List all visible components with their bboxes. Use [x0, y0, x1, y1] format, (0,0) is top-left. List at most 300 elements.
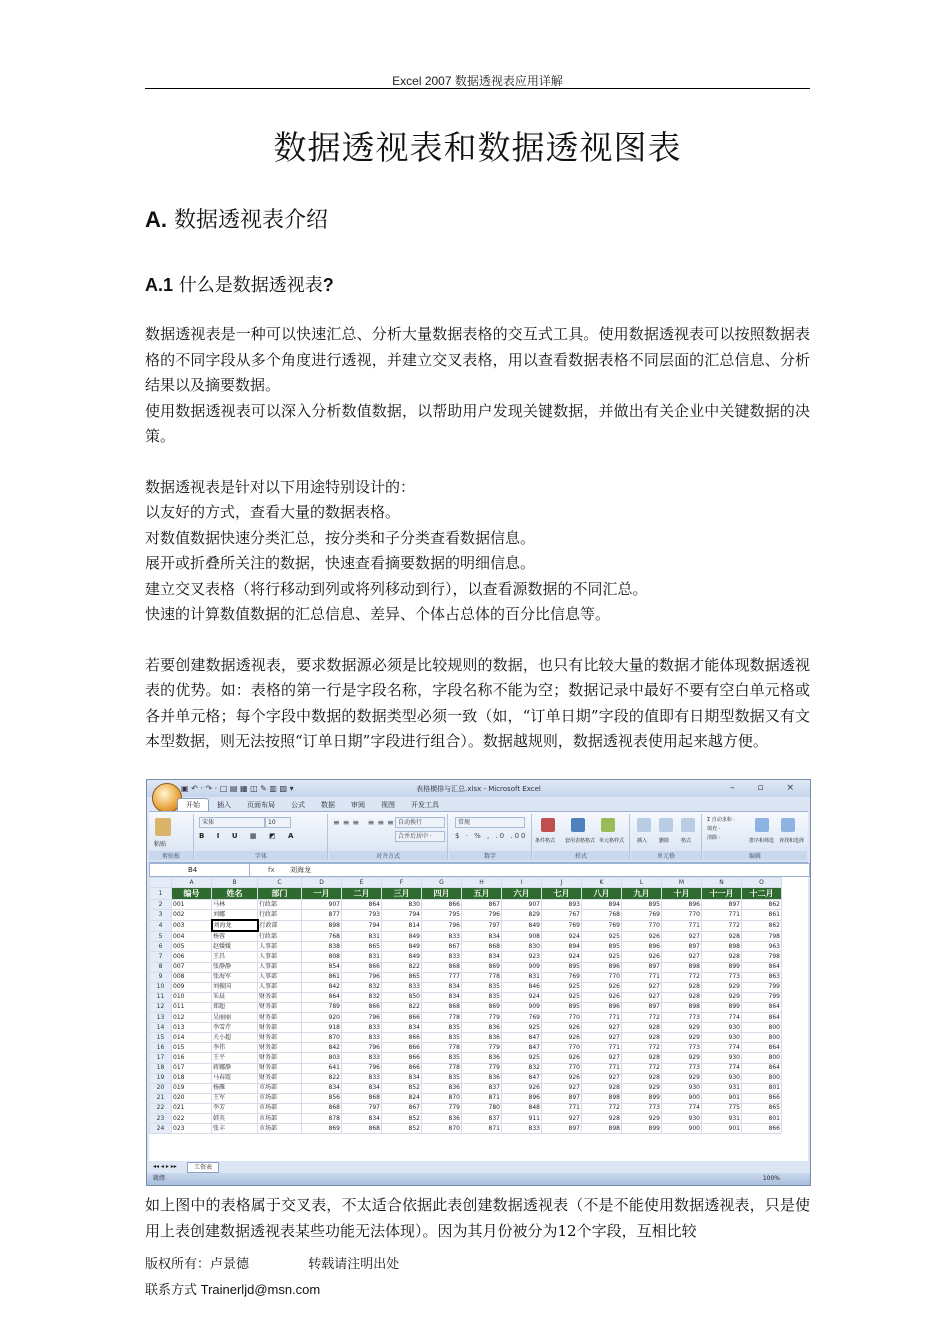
header-cell: 部门: [258, 888, 302, 900]
table-cell: 财务部: [258, 1013, 302, 1023]
row-number: 5: [150, 931, 172, 942]
row-number: 7: [150, 952, 172, 962]
table-row: [150, 1033, 782, 1043]
table-cell: 王军: [212, 1093, 258, 1103]
table-cell: 郑超: [212, 1002, 258, 1012]
status-text: 就绪: [153, 1175, 166, 1182]
table-cell: 898: [302, 920, 342, 931]
row-number: 4: [150, 920, 172, 931]
table-cell: 641: [302, 1063, 342, 1073]
autosum-button: Σ 自动求和 ·: [707, 817, 735, 823]
table-cell: 847: [502, 1073, 542, 1083]
table-cell: 856: [302, 1093, 342, 1103]
table-cell: 927: [622, 992, 662, 1002]
cell-style-label: 单元格样式: [599, 838, 625, 844]
footer-copyright: 版权所有：卢景德: [145, 1256, 250, 1271]
table-cell: 794: [342, 920, 382, 931]
tab-insert: 插入: [217, 801, 231, 809]
table-row: [150, 1063, 782, 1073]
table-cell: 926: [542, 1053, 582, 1063]
table-cell: 836: [422, 1113, 462, 1123]
table-cell: 899: [702, 1002, 742, 1012]
table-cell: 关小超: [212, 1033, 258, 1043]
table-cell: 833: [342, 1033, 382, 1043]
table-cell: 895: [582, 942, 622, 952]
table-cell: 财务部: [258, 1053, 302, 1063]
table-cell: 771: [582, 1063, 622, 1073]
table-cell: 793: [342, 910, 382, 921]
table-row: [150, 952, 782, 962]
wrap-text-button: 自动换行: [395, 817, 445, 828]
column-letter: I: [502, 878, 542, 888]
list-item: 建立交叉表格（将行移动到列或将列移动到行），以查看源数据的不同汇总。: [145, 579, 648, 598]
number-format-box: 常规: [455, 817, 525, 828]
subsection-text: 什么是数据透视表: [178, 275, 323, 296]
table-cell: 862: [742, 900, 782, 910]
table-cell: 897: [542, 1124, 582, 1134]
list-item: 以友好的方式，查看大量的数据表格。: [145, 503, 401, 521]
paragraph-4: 若要创建数据透视表，要求数据源必须是比较规则的数据，也只有比较大量的数据才能体现数据透视表的优势。如：表格的第一行是字段名称，字段名称不能为空；数据记录中最好不要有空白单元格或各并单元格；每个字段中数据的数据类型必须一致（如，“订单日期”字段的值即有日期型数据又有文本型数据，则无法按照“订单日期”字段进行组合）。数据越规则，数据透视表使用起来越方便。: [145, 655, 810, 750]
table-cell: 854: [302, 962, 342, 972]
table-cell: 835: [462, 992, 502, 1002]
row-number: 12: [150, 1002, 172, 1012]
table-cell: 865: [382, 972, 422, 982]
table-cell: 866: [382, 1043, 422, 1053]
table-cell: 800: [742, 1053, 782, 1063]
table-cell: 行政部: [258, 931, 302, 942]
table-cell: 930: [702, 1023, 742, 1033]
table-cell: 862: [742, 920, 782, 931]
ribbon: [149, 811, 808, 863]
table-cell: 财务部: [258, 1023, 302, 1033]
table-cell: 马林: [212, 900, 258, 910]
table-cell: 蒋娜静: [212, 1063, 258, 1073]
table-cell: 930: [662, 1083, 702, 1093]
align-icons: ≡≡≡ ≡≡≡: [333, 818, 397, 827]
row-number: 24: [150, 1124, 172, 1134]
table-cell: 人事部: [258, 972, 302, 982]
column-letter: [150, 878, 172, 888]
fx-icon: fx: [268, 866, 275, 874]
table-cell: 777: [422, 972, 462, 982]
table-cell: 朱晨: [212, 992, 258, 1002]
font-name-box: 宋体: [199, 817, 265, 828]
table-cell: 896: [582, 962, 622, 972]
table-cell: 772: [582, 1103, 622, 1113]
paste-icon: [155, 818, 171, 836]
header-cell: 六月: [502, 888, 542, 900]
table-cell: 868: [422, 962, 462, 972]
table-cell: 杨蓉: [212, 931, 258, 942]
formula-value: 刘海龙: [290, 866, 311, 874]
sheet-tab: 工资表: [187, 1162, 219, 1173]
row-number: 15: [150, 1033, 172, 1043]
table-cell: 900: [662, 1124, 702, 1134]
table-cell: 897: [702, 900, 742, 910]
table-cell: 财务部: [258, 1043, 302, 1053]
table-cell: 926: [582, 982, 622, 992]
header-cell: 一月: [302, 888, 342, 900]
table-cell: 市场部: [258, 1083, 302, 1093]
table-cell: 796: [342, 1063, 382, 1073]
status-bar: [147, 1173, 810, 1185]
table-cell: 927: [582, 1053, 622, 1063]
table-row: [150, 1002, 782, 1012]
table-cell: 829: [502, 910, 542, 921]
table-row: [150, 1013, 782, 1023]
table-cell: 929: [702, 992, 742, 1002]
table-cell: 869: [462, 1002, 502, 1012]
header-cell: 编号: [172, 888, 212, 900]
spreadsheet-table: [149, 877, 782, 1134]
table-cell: 834: [462, 952, 502, 962]
table-cell: 918: [302, 1023, 342, 1033]
table-cell: 市场部: [258, 1093, 302, 1103]
table-cell: 张静静: [212, 962, 258, 972]
header-cell: 八月: [582, 888, 622, 900]
table-cell: 808: [302, 952, 342, 962]
table-cell: 王昌: [212, 952, 258, 962]
table-cell: 928: [622, 1073, 662, 1083]
footer-contact: 联系方式 Trainerljd@msn.com: [145, 1282, 321, 1297]
section-heading: [145, 203, 328, 234]
table-cell: 013: [172, 1023, 212, 1033]
table-cell: 931: [702, 1113, 742, 1123]
find-select-icon: [781, 818, 795, 832]
table-cell: 866: [742, 1124, 782, 1134]
cond-format-label: 条件格式: [535, 838, 556, 844]
table-cell: 789: [302, 1002, 342, 1012]
table-cell: 835: [422, 1033, 462, 1043]
table-cell: 929: [702, 982, 742, 992]
table-cell: 774: [702, 1013, 742, 1023]
table-cell: 867: [422, 942, 462, 952]
table-cell: 929: [662, 1023, 702, 1033]
worksheet-grid: [149, 877, 808, 1161]
row-number: 21: [150, 1093, 172, 1103]
table-cell: 869: [462, 962, 502, 972]
table-cell: 895: [622, 900, 662, 910]
row-number: 14: [150, 1023, 172, 1033]
row-number: 20: [150, 1083, 172, 1093]
table-cell: 866: [342, 1002, 382, 1012]
sort-filter-icon: [755, 818, 769, 832]
table-cell: 894: [542, 942, 582, 952]
fill-button: 填充 ·: [707, 826, 721, 832]
row-number: 19: [150, 1073, 172, 1083]
table-cell: 822: [382, 962, 422, 972]
table-cell: 837: [462, 1083, 502, 1093]
table-cell: 909: [502, 962, 542, 972]
table-cell: 898: [582, 1124, 622, 1134]
table-cell: 927: [662, 952, 702, 962]
table-cell: 925: [542, 992, 582, 1002]
table-cell: 868: [302, 1103, 342, 1113]
table-cell: 770: [542, 1043, 582, 1053]
table-cell: 897: [622, 1002, 662, 1012]
table-row: [150, 942, 782, 952]
table-cell: 780: [462, 1103, 502, 1113]
table-cell: 772: [702, 920, 742, 931]
row-number: 10: [150, 982, 172, 992]
table-cell: 778: [422, 1043, 462, 1053]
table-cell: 928: [622, 1033, 662, 1043]
table-cell: 771: [702, 910, 742, 921]
table-cell: 770: [662, 910, 702, 921]
table-row: [150, 1023, 782, 1033]
table-row: [150, 1124, 782, 1134]
table-row: [150, 972, 782, 982]
table-cell: 926: [502, 1083, 542, 1093]
find-select-label: 查找和选择: [779, 838, 805, 844]
table-cell: 849: [382, 952, 422, 962]
window-controls: – ▫ ×: [730, 783, 804, 793]
table-cell: 773: [702, 972, 742, 982]
table-cell: 801: [742, 1083, 782, 1093]
table-cell: 824: [382, 1093, 422, 1103]
conditional-format-icon: [541, 818, 555, 832]
group-label: 对齐方式: [329, 851, 447, 860]
table-cell: 769: [542, 920, 582, 931]
table-cell: 836: [462, 1053, 502, 1063]
table-row: [150, 910, 782, 921]
table-cell: 838: [302, 942, 342, 952]
table-cell: 795: [422, 910, 462, 921]
table-cell: 772: [622, 1013, 662, 1023]
table-cell: 017: [172, 1063, 212, 1073]
table-cell: 773: [662, 1043, 702, 1053]
table-cell: 798: [742, 931, 782, 942]
table-cell: 911: [502, 1113, 542, 1123]
section-text: 数据透视表介绍: [174, 208, 329, 233]
row-number: 6: [150, 942, 172, 952]
header-cell: 九月: [622, 888, 662, 900]
header-cell: 四月: [422, 888, 462, 900]
table-cell: 836: [422, 1083, 462, 1093]
table-cell: 023: [172, 1124, 212, 1134]
table-cell: 人事部: [258, 962, 302, 972]
table-cell: 800: [742, 1073, 782, 1083]
table-cell: 928: [582, 1083, 622, 1093]
table-cell: 896: [582, 1002, 622, 1012]
table-cell: 007: [172, 962, 212, 972]
table-cell: 833: [382, 982, 422, 992]
table-cell: 767: [542, 910, 582, 921]
group-cells: [631, 814, 702, 860]
table-cell: 924: [542, 952, 582, 962]
table-cell: 831: [502, 972, 542, 982]
table-cell: 847: [502, 1033, 542, 1043]
table-cell: 779: [462, 1043, 502, 1053]
list-item: 对数值数据快速分类汇总，按分类和子分类查看数据信息。: [145, 528, 536, 547]
group-font: [195, 814, 328, 860]
table-cell: 842: [302, 982, 342, 992]
table-cell: 925: [582, 931, 622, 942]
table-format-icon: [571, 818, 585, 832]
table-cell: 刘振国: [212, 982, 258, 992]
table-cell: 王平: [212, 1053, 258, 1063]
table-cell: 849: [382, 942, 422, 952]
table-cell: 871: [462, 1093, 502, 1103]
column-letter: G: [422, 878, 462, 888]
table-cell: 财务部: [258, 1002, 302, 1012]
table-row: [150, 982, 782, 992]
table-cell: 773: [622, 1103, 662, 1113]
table-cell: 870: [302, 1033, 342, 1043]
table-row: [150, 1043, 782, 1053]
table-cell: 897: [542, 1093, 582, 1103]
table-cell: 796: [462, 910, 502, 921]
table-cell: 796: [342, 972, 382, 982]
table-cell: 901: [702, 1093, 742, 1103]
table-cell: 799: [742, 992, 782, 1002]
column-letter: A: [172, 878, 212, 888]
subsection-heading: [145, 271, 334, 297]
quick-access-toolbar: ▣ ↶ · ↷ · □ ▤ ▦ ◫ ✎ ▥ ▧ ▾: [181, 784, 294, 793]
table-cell: 822: [302, 1073, 342, 1083]
tab-developer: 开发工具: [411, 801, 439, 809]
table-cell: 866: [382, 1053, 422, 1063]
table-cell: 864: [302, 992, 342, 1002]
table-cell: 899: [702, 962, 742, 972]
row-number: 22: [150, 1103, 172, 1113]
table-cell: 926: [542, 1073, 582, 1083]
table-cell: 834: [422, 982, 462, 992]
delete-label: 删除: [659, 838, 670, 844]
column-letter: H: [462, 878, 502, 888]
number-icons: $ · % , .0 .00: [455, 832, 528, 840]
table-cell: 770: [582, 972, 622, 982]
table-cell: 768: [302, 931, 342, 942]
table-cell: 771: [622, 972, 662, 982]
table-cell: 吴丽丽: [212, 1013, 258, 1023]
table-cell: 870: [422, 1093, 462, 1103]
table-cell: 794: [382, 910, 422, 921]
footer-copyright-line: [145, 1253, 399, 1272]
table-cell: 800: [742, 1033, 782, 1043]
table-cell: 011: [172, 1002, 212, 1012]
column-letter: J: [542, 878, 582, 888]
sheet-nav-icons: ◂◂ ◂ ▸ ▸▸: [153, 1163, 177, 1170]
table-cell: 926: [622, 931, 662, 942]
table-cell: 779: [462, 1013, 502, 1023]
row-number: 13: [150, 1013, 172, 1023]
table-cell: 929: [662, 1053, 702, 1063]
table-cell: 866: [342, 962, 382, 972]
subsection-number: A.1: [145, 275, 174, 295]
table-cell: 926: [582, 992, 622, 1002]
table-cell: 008: [172, 972, 212, 982]
table-cell: 831: [342, 931, 382, 942]
table-cell: 771: [582, 1013, 622, 1023]
table-cell: 833: [342, 1053, 382, 1063]
table-cell: 924: [542, 931, 582, 942]
table-header-row: [150, 888, 782, 900]
table-cell: 846: [502, 982, 542, 992]
table-cell: 韩英: [212, 1113, 258, 1123]
table-cell: 864: [742, 1063, 782, 1073]
table-cell: 929: [622, 1113, 662, 1123]
excel-screenshot: [146, 779, 811, 1186]
paragraph-1: 数据透视表是一种可以快速汇总、分析大量数据表格的交互式工具。使用数据透视表可以按照数据表格的不同字段从多个角度进行透视，并建立交叉表格，用以查看数据表格不同层面的汇总信息、分析结果以及摘要数据。: [145, 325, 810, 394]
table-cell: 868: [422, 1002, 462, 1012]
table-cell: 010: [172, 992, 212, 1002]
table-cell: 019: [172, 1083, 212, 1093]
header-cell: 姓名: [212, 888, 258, 900]
table-cell: 769: [622, 910, 662, 921]
table-cell: 836: [462, 1023, 502, 1033]
table-cell: 832: [342, 992, 382, 1002]
column-letter: O: [742, 878, 782, 888]
table-cell: 773: [662, 1063, 702, 1073]
table-cell: 898: [662, 1002, 702, 1012]
table-cell: 779: [462, 1063, 502, 1073]
table-cell: 963: [742, 942, 782, 952]
table-cell: 803: [302, 1053, 342, 1063]
table-cell: 市场部: [258, 1124, 302, 1134]
table-cell: 866: [382, 1013, 422, 1023]
table-format-label: 套用表格格式: [565, 838, 596, 844]
table-cell: 900: [662, 1093, 702, 1103]
table-cell: 894: [582, 900, 622, 910]
table-cell: 897: [662, 942, 702, 952]
table-cell: 774: [702, 1063, 742, 1073]
table-row: [150, 1093, 782, 1103]
table-row: [150, 1103, 782, 1113]
table-cell: 928: [662, 992, 702, 1002]
table-cell: 830: [382, 900, 422, 910]
table-cell: 868: [462, 942, 502, 952]
table-cell: 929: [662, 1073, 702, 1083]
table-cell: 833: [342, 1023, 382, 1033]
table-cell: 901: [702, 1124, 742, 1134]
group-label: 剪贴板: [149, 851, 193, 860]
table-cell: 770: [622, 920, 662, 931]
clear-button: 清除 ·: [707, 835, 721, 841]
table-cell: 016: [172, 1053, 212, 1063]
table-cell: 赵媛媛: [212, 942, 258, 952]
table-cell: 907: [302, 900, 342, 910]
table-cell: 834: [382, 1073, 422, 1083]
table-cell: 861: [302, 972, 342, 982]
table-cell: 835: [422, 1023, 462, 1033]
column-letter: E: [342, 878, 382, 888]
table-cell: 878: [302, 1113, 342, 1123]
table-cell: 866: [382, 1033, 422, 1043]
table-cell: 001: [172, 900, 212, 910]
row-number: 9: [150, 972, 172, 982]
table-cell: 926: [542, 1023, 582, 1033]
table-cell: 928: [662, 982, 702, 992]
table-cell: 868: [342, 1093, 382, 1103]
table-cell: 799: [742, 982, 782, 992]
table-cell: 849: [502, 920, 542, 931]
table-cell: 006: [172, 952, 212, 962]
table-cell: 775: [702, 1103, 742, 1113]
table-cell: 835: [462, 982, 502, 992]
table-cell: 768: [582, 910, 622, 921]
table-cell: 004: [172, 931, 212, 942]
excel-window-title: 表格横排与汇总.xlsx - Microsoft Excel: [416, 785, 541, 793]
header-cell: 五月: [462, 888, 502, 900]
table-cell: 人事部: [258, 952, 302, 962]
table-cell: 925: [542, 982, 582, 992]
table-cell: 833: [422, 931, 462, 942]
table-cell: 李雪芹: [212, 1023, 258, 1033]
table-cell: 925: [502, 1053, 542, 1063]
table-cell: 928: [622, 1023, 662, 1033]
table-cell: 马春霞: [212, 1073, 258, 1083]
